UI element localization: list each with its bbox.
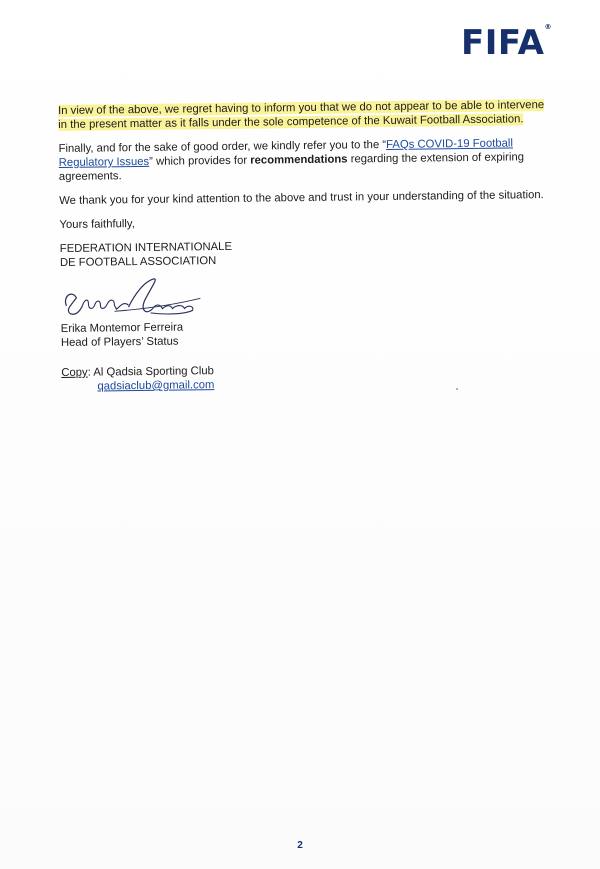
- copy-recipient: Al Qadsia Sporting Club: [93, 365, 214, 379]
- paragraph-faq-reference: [58, 136, 548, 184]
- scan-speck: [456, 388, 458, 390]
- logo-text: FIFA: [460, 23, 545, 63]
- text-before-link: Finally, and for the sake of good order, we kindly refer you to the “: [58, 138, 387, 155]
- copy-block: [61, 360, 551, 394]
- signer-name: Erika Montemor Ferreira: [60, 321, 184, 335]
- text-after: regarding the extension of expiring agreements.: [58, 151, 525, 183]
- copy-colon: :: [87, 366, 91, 379]
- highlighted-text: In view of the above, we regret having to inform you that we do not appear to be able to intervene in the present matter as it falls under the sole competence of the Kuwait Football Association.: [58, 99, 545, 131]
- faq-link[interactable]: FAQs COVID-19 Football Regulatory Issues: [58, 137, 513, 169]
- text-middle: ” which provides for: [149, 154, 251, 168]
- copy-label: Copy: [61, 366, 88, 379]
- letter-body: [58, 98, 552, 394]
- org-line-2: DE FOOTBALL ASSOCIATION: [59, 255, 217, 269]
- paragraph-thanks: We thank you for your kind attention to the above and trust in your understanding of the situation.: [59, 189, 544, 207]
- bold-recommendations: recommendations: [250, 153, 348, 167]
- org-line-1: FEDERATION INTERNATIONALE: [59, 240, 233, 255]
- handwritten-signature: [54, 274, 205, 326]
- fifa-logo: [460, 23, 552, 63]
- copy-email-link[interactable]: qadsiaclub@gmail.com: [97, 379, 215, 393]
- organization-block: [60, 236, 550, 270]
- paragraph-competence: [58, 98, 548, 132]
- registered-mark: ®: [544, 23, 552, 31]
- page-number: 2: [297, 840, 303, 851]
- salutation: Yours faithfully,: [59, 218, 135, 231]
- signer-title: Head of Players’ Status: [60, 335, 179, 349]
